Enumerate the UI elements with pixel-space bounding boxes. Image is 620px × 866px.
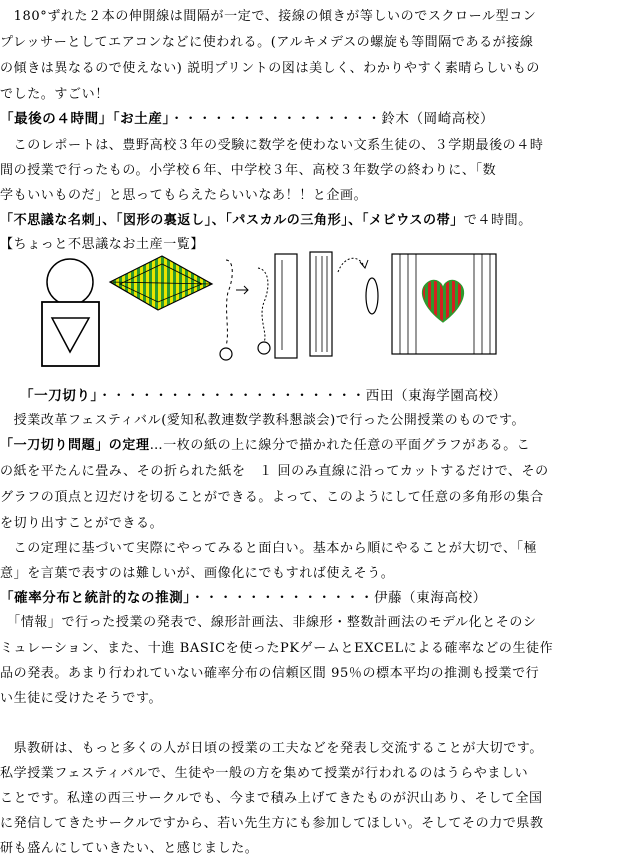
text-line: 研も盛んにしていきたい、と感じました。: [0, 841, 259, 856]
dot-leader: ・・・・・・・・・・・・・: [190, 590, 374, 606]
text-line: でした。すごい！: [0, 87, 109, 102]
text-line: このレポートは、豊野高校３年の受験に数学を使わない文系生徒の、３学期最後の４時: [0, 138, 544, 153]
dot-leader: ・・・・・・・・・・・・・・・: [169, 111, 382, 127]
text-line: 意」を言葉で表すのは難しいが、画像化にでもすれば使えそう。: [0, 566, 395, 581]
souvenir-illustration: [20, 250, 610, 368]
section-title: 「最後の４時間」「お土産」: [0, 111, 170, 127]
text-line: 私学授業フェスティバルで、生徒や一般の方を集めて授業が行われるのはうらやましい: [0, 766, 529, 781]
heart-panel-figure: [392, 254, 496, 354]
text-line: この定理に基づいて実際にやってみると面白い。基本から順にやることが大切で、「極: [0, 541, 538, 556]
topics-bold: 「不思議な名刺」、「図形の裏返し」、「パスカルの三角形」、「メビウスの帯」: [0, 213, 464, 228]
topics-line: [0, 212, 620, 230]
list-title: 【ちょっと不思議なお土産一覧】: [0, 237, 205, 252]
section-author: 西田（東海学園高校）: [365, 388, 507, 404]
text-line: ことです。私達の西三サークルでも、今まで積み上げてきたものが沢山あり、そして全国: [0, 791, 543, 806]
section-title: 「確率分布と統計的なの推測」: [0, 590, 191, 606]
folded-strip-figure: [310, 252, 378, 356]
section-title: 「一刀切り」: [20, 388, 98, 404]
section-heading-1: [0, 110, 620, 128]
text-line: の傾きは異なるので使えない) 説明プリントの図は美しく、わかりやすく素晴らしいもの: [0, 61, 541, 76]
text-line: 180°ずれた２本の伸開線は間隔が一定で、接線の傾きが等しいのでスクロール型コン: [0, 9, 537, 24]
text-line: に発信してきたサークルですから、若い先生方にも参加してほしい。そしてその力で県教: [0, 816, 544, 831]
striped-diamond-figure: [110, 256, 212, 310]
text-line: い生徒に受けたそうです。: [0, 691, 163, 706]
dot-leader: ・・・・・・・・・・・・・・・・・・・: [97, 388, 366, 404]
text-line: を切り出すことができる。: [0, 516, 164, 531]
text-line: グラフの頂点と辺だけを切ることができる。よって、このようにして任意の多角形の集合: [0, 490, 544, 505]
theorem-bold: 「一刀切り問題」の定理: [0, 438, 150, 453]
text-line: の紙を平たんに畳み、その折られた紙を １ 回のみ直線に沿ってカットするだけで、その: [0, 464, 549, 479]
text-line: 学もいいものだ」と思ってもらえたらいいなあ！！と企画。: [0, 188, 368, 203]
theorem-line: [0, 437, 620, 455]
theorem-rest: …一枚の紙の上に線分で描かれた任意の平面グラフがある。こ: [149, 438, 531, 453]
section-author: 伊藤（東海高校）: [373, 590, 487, 606]
strip-loop-figure: [258, 254, 297, 358]
text-line: 間の授業で行ったもの。小学校６年、中学校３年、高校３年数学の終わりに、「数: [0, 163, 497, 178]
dashed-loop-figure: [220, 260, 248, 360]
topics-rest: で４時間。: [463, 213, 532, 228]
text-line: プレッサーとしてエアコンなどに使われる。(アルキメデスの螺旋も等間隔であるが接線: [0, 35, 534, 50]
card-circle-triangle-figure: [42, 259, 99, 366]
text-line: ミュレーション、また、十進 BASICを使ったPKゲームとEXCELによる確率などの生徒作: [0, 641, 554, 656]
text-line: 「情報」で行った授業の発表で、線形計画法、非線形・整数計画法のモデル化とそのシ: [0, 615, 537, 630]
text-line: 授業改革フェスティバル(愛知私教連数学教科懇談会)で行った公開授業のものです。: [0, 413, 526, 428]
section-heading-3: [0, 589, 620, 607]
text-line: 品の発表。あまり行われていない確率分布の信頼区間 95％の標本平均の推測も授業で行: [0, 666, 540, 681]
text-line: 県教研は、もっと多くの人が日頃の授業の工夫などを発表し交流することが大切です。: [0, 741, 543, 756]
section-heading-2: [0, 387, 620, 405]
section-author: 鈴木（岡崎高校）: [381, 111, 495, 127]
